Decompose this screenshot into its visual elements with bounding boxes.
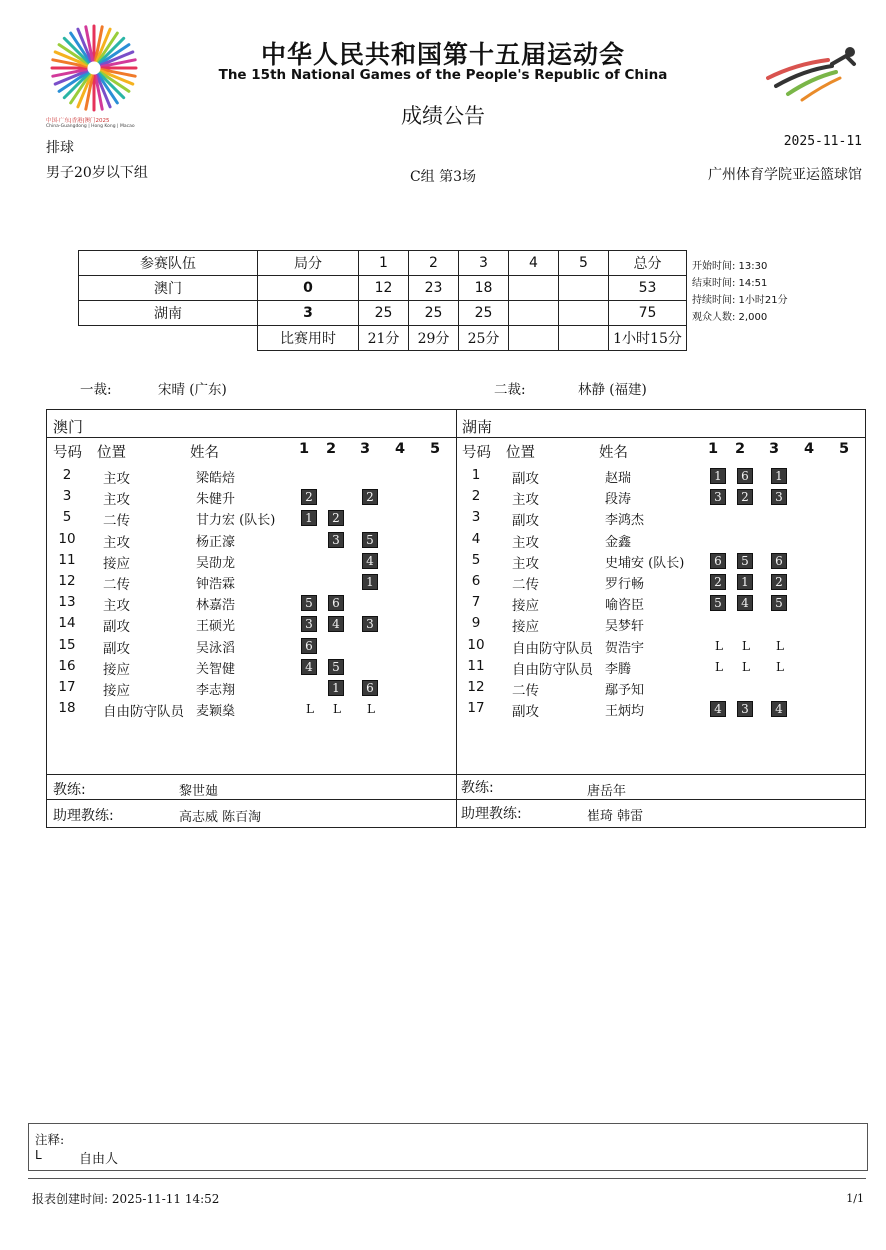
libero-mark: L bbox=[776, 659, 784, 674]
player-number: 12 bbox=[467, 679, 485, 695]
rotation-position-badge: 6 bbox=[710, 553, 726, 569]
player-number: 10 bbox=[58, 530, 76, 547]
coach-divider bbox=[47, 774, 865, 775]
team-b-header-set-2: 2 bbox=[735, 441, 746, 457]
player-number: 6 bbox=[471, 573, 481, 589]
player-name: 赵瑞 bbox=[605, 471, 632, 486]
rotation-position-badge: 6 bbox=[328, 595, 344, 611]
team-b-heading: 湖南 bbox=[462, 418, 493, 436]
libero-mark: L bbox=[776, 638, 784, 653]
player-position: 接应 bbox=[512, 598, 539, 615]
team-a-heading: 澳门 bbox=[53, 418, 84, 436]
player-row bbox=[462, 552, 862, 573]
player-number: 1 bbox=[471, 467, 481, 483]
player-position: 二传 bbox=[103, 513, 130, 530]
player-number: 3 bbox=[62, 488, 72, 505]
team-a-sets: 0 bbox=[258, 276, 359, 301]
header-set-4: 4 bbox=[509, 251, 559, 276]
player-row bbox=[462, 488, 862, 509]
player-row bbox=[462, 573, 862, 594]
assistant-divider bbox=[47, 799, 865, 800]
rotation-position-badge: 5 bbox=[737, 553, 753, 569]
header-total: 总分 bbox=[609, 251, 687, 276]
player-name: 王硕光 bbox=[196, 619, 236, 635]
duration-set-3: 25分 bbox=[459, 326, 509, 351]
team-b-header-set-3: 3 bbox=[769, 441, 780, 457]
notes-label: 注释: bbox=[35, 1132, 65, 1147]
team-a-name: 澳门 bbox=[79, 276, 258, 301]
second-referee: 林静 (福建) bbox=[578, 382, 647, 398]
team-b-header-set-5: 5 bbox=[839, 441, 850, 457]
player-number: 11 bbox=[58, 551, 76, 568]
notes-code: L bbox=[35, 1148, 42, 1162]
team-a-set-4 bbox=[509, 276, 559, 301]
rotation-position-badge: 3 bbox=[771, 489, 787, 505]
player-name: 贺浩宇 bbox=[605, 640, 645, 656]
rotation-position-badge: 6 bbox=[301, 638, 317, 654]
player-number: 7 bbox=[471, 594, 481, 611]
team-a-header-name: 姓名 bbox=[190, 445, 219, 461]
team-b-header-name: 姓名 bbox=[599, 445, 628, 461]
group-match: C组 第3场 bbox=[409, 169, 477, 185]
player-number: 9 bbox=[471, 615, 481, 632]
team-a-coach: 黎世廸 bbox=[179, 784, 219, 799]
player-name: 甘力宏 (队长) bbox=[196, 513, 276, 529]
libero-mark: L bbox=[367, 702, 375, 717]
player-name: 吴劭龙 bbox=[196, 555, 236, 571]
rotation-position-badge: 4 bbox=[328, 616, 344, 632]
player-number: 16 bbox=[58, 657, 76, 674]
player-number: 11 bbox=[467, 657, 485, 674]
rotation-position-badge: 3 bbox=[737, 701, 753, 717]
player-name: 王炳均 bbox=[605, 704, 645, 720]
team-b-set-3: 25 bbox=[459, 301, 509, 326]
notes-box bbox=[28, 1123, 868, 1171]
player-position: 主攻 bbox=[103, 471, 130, 487]
second-referee-label: 二裁: bbox=[494, 382, 526, 398]
player-row bbox=[462, 700, 862, 721]
rotation-position-badge: 6 bbox=[771, 553, 787, 569]
player-position: 二传 bbox=[512, 577, 539, 593]
player-position: 主攻 bbox=[103, 492, 130, 509]
player-number: 2 bbox=[62, 467, 72, 483]
player-position: 接应 bbox=[103, 555, 130, 572]
player-number: 18 bbox=[58, 700, 76, 717]
player-row bbox=[53, 700, 453, 721]
rotation-position-badge: 1 bbox=[737, 574, 753, 590]
player-row bbox=[53, 594, 453, 615]
player-row bbox=[53, 679, 453, 700]
player-position: 自由防守队员 bbox=[512, 640, 593, 657]
player-position: 接应 bbox=[103, 661, 130, 678]
duration-row bbox=[79, 326, 687, 351]
player-name: 林嘉浩 bbox=[196, 598, 236, 614]
first-referee-label: 一裁: bbox=[80, 382, 112, 398]
rotation-position-badge: 5 bbox=[301, 595, 317, 611]
player-row bbox=[53, 637, 453, 658]
score-row-team-a bbox=[79, 276, 687, 301]
team-b-coach: 唐岳年 bbox=[587, 784, 627, 799]
team-b-name: 湖南 bbox=[79, 301, 258, 326]
player-number: 10 bbox=[467, 636, 485, 653]
rotation-position-badge: 5 bbox=[710, 595, 726, 611]
footer-divider bbox=[28, 1178, 866, 1179]
player-name: 杨正濠 bbox=[196, 534, 236, 550]
team-b-set-2: 25 bbox=[409, 301, 459, 326]
player-name: 喻咨臣 bbox=[605, 598, 645, 614]
team-a-assistants: 高志威 陈百淘 bbox=[179, 810, 262, 825]
player-row bbox=[53, 615, 453, 636]
player-row bbox=[53, 552, 453, 573]
rotation-position-badge: 5 bbox=[771, 595, 787, 611]
team-b-assistant-label: 助理教练: bbox=[461, 806, 522, 822]
team-b-set-4 bbox=[509, 301, 559, 326]
player-name: 史埔安 (队长) bbox=[605, 555, 685, 571]
rotation-position-badge: 1 bbox=[771, 468, 787, 484]
games-title-cn: 中华人民共和国第十五届运动会 bbox=[260, 40, 625, 69]
team-a-header-set-3: 3 bbox=[360, 441, 371, 457]
team-a-set-2: 23 bbox=[409, 276, 459, 301]
player-number: 17 bbox=[58, 679, 76, 695]
rotation-position-badge: 1 bbox=[328, 680, 344, 696]
libero-mark: L bbox=[742, 638, 750, 653]
rotation-position-badge: 1 bbox=[710, 468, 726, 484]
player-position: 主攻 bbox=[512, 492, 539, 509]
venue-label: 广州体育学院亚运篮球馆 bbox=[708, 167, 862, 183]
player-row bbox=[53, 531, 453, 552]
score-table bbox=[78, 250, 687, 351]
team-a-header-set-2: 2 bbox=[326, 441, 337, 457]
team-b-set-5 bbox=[559, 301, 609, 326]
player-name: 鄢予知 bbox=[605, 683, 645, 698]
rotation-position-badge: 4 bbox=[301, 659, 317, 675]
rotation-position-badge: 6 bbox=[737, 468, 753, 484]
player-row bbox=[462, 467, 862, 488]
player-position: 副攻 bbox=[103, 619, 130, 636]
player-position: 副攻 bbox=[103, 640, 130, 657]
score-row-team-b bbox=[79, 301, 687, 326]
rotation-position-badge: 5 bbox=[328, 659, 344, 675]
player-number: 2 bbox=[471, 488, 481, 505]
rotation-position-badge: 2 bbox=[771, 574, 787, 590]
team-name-divider bbox=[47, 437, 865, 438]
player-position: 二传 bbox=[103, 577, 130, 593]
rotation-position-badge: 4 bbox=[771, 701, 787, 717]
player-row bbox=[462, 594, 862, 615]
player-name: 吴泳滔 bbox=[196, 640, 236, 656]
rotation-position-badge: 3 bbox=[710, 489, 726, 505]
logo-caption: 中国·广东|香港|澳门2025 bbox=[46, 118, 110, 124]
team-a-set-1: 12 bbox=[359, 276, 409, 301]
player-row bbox=[462, 509, 862, 530]
header-set-3: 3 bbox=[459, 251, 509, 276]
player-position: 副攻 bbox=[512, 513, 539, 530]
libero-mark: L bbox=[715, 638, 723, 653]
player-number: 12 bbox=[58, 573, 76, 589]
player-row bbox=[462, 637, 862, 658]
team-b-set-1: 25 bbox=[359, 301, 409, 326]
player-name: 李鸿杰 bbox=[605, 513, 645, 529]
player-name: 罗行畅 bbox=[605, 577, 645, 592]
team-b-header-set-4: 4 bbox=[804, 441, 815, 457]
player-name: 吴梦轩 bbox=[605, 619, 645, 635]
player-number: 4 bbox=[471, 530, 481, 547]
rotation-position-badge: 2 bbox=[710, 574, 726, 590]
rotation-position-badge: 4 bbox=[710, 701, 726, 717]
player-position: 主攻 bbox=[512, 534, 539, 551]
duration-spacer bbox=[79, 326, 258, 351]
header-set-1: 1 bbox=[359, 251, 409, 276]
team-b-sets: 3 bbox=[258, 301, 359, 326]
duration-set-5 bbox=[559, 326, 609, 351]
player-row bbox=[462, 531, 862, 552]
duration-set-1: 21分 bbox=[359, 326, 409, 351]
team-b-header-number: 号码 bbox=[462, 445, 491, 461]
match-duration: 持续时间: 1小时21分 bbox=[692, 295, 788, 306]
rotation-position-badge: 2 bbox=[737, 489, 753, 505]
sport-label: 排球 bbox=[46, 140, 74, 156]
player-position: 接应 bbox=[512, 619, 539, 636]
player-row bbox=[462, 615, 862, 636]
duration-total: 1小时15分 bbox=[609, 326, 687, 351]
libero-mark: L bbox=[333, 702, 341, 717]
player-position: 副攻 bbox=[512, 704, 539, 721]
player-name: 麦颖燊 bbox=[196, 704, 236, 720]
player-row bbox=[462, 658, 862, 679]
player-row bbox=[53, 658, 453, 679]
first-referee: 宋晴 (广东) bbox=[158, 382, 227, 398]
rotation-position-badge: 3 bbox=[328, 532, 344, 548]
player-number: 3 bbox=[471, 509, 481, 526]
logo-caption-en: China-Guangdong | Hong Kong | Macao bbox=[46, 124, 135, 129]
player-row bbox=[53, 573, 453, 594]
player-position: 自由防守队员 bbox=[512, 661, 593, 678]
player-row bbox=[53, 509, 453, 530]
team-b-header-set-1: 1 bbox=[708, 441, 719, 457]
team-b-header-position: 位置 bbox=[506, 445, 535, 461]
duration-label: 比赛用时 bbox=[258, 326, 359, 351]
player-position: 主攻 bbox=[103, 598, 130, 615]
notes-meaning: 自由人 bbox=[79, 1152, 119, 1167]
player-position: 自由防守队员 bbox=[103, 704, 184, 721]
page-number: 1/1 bbox=[846, 1192, 864, 1205]
team-a-assistant-label: 助理教练: bbox=[53, 808, 114, 824]
player-number: 15 bbox=[58, 636, 76, 653]
player-number: 5 bbox=[62, 509, 72, 526]
rotation-position-badge: 1 bbox=[362, 574, 378, 590]
player-position: 主攻 bbox=[512, 555, 539, 572]
team-a-set-5 bbox=[559, 276, 609, 301]
rotation-position-badge: 4 bbox=[362, 553, 378, 569]
duration-set-4 bbox=[509, 326, 559, 351]
header-set-2: 2 bbox=[409, 251, 459, 276]
report-subtitle: 成绩公告 bbox=[401, 104, 485, 128]
rotation-position-badge: 2 bbox=[301, 489, 317, 505]
player-row bbox=[53, 488, 453, 509]
team-a-coach-label: 教练: bbox=[53, 782, 86, 798]
team-a-header-position: 位置 bbox=[97, 445, 126, 461]
games-title-en: The 15th National Games of the People's Republic of China bbox=[218, 67, 668, 83]
rotation-position-badge: 4 bbox=[737, 595, 753, 611]
player-number: 14 bbox=[58, 615, 76, 632]
rotation-position-badge: 1 bbox=[301, 510, 317, 526]
rotation-position-badge: 3 bbox=[301, 616, 317, 632]
player-number: 5 bbox=[471, 551, 481, 568]
report-created-time: 报表创建时间: 2025-11-11 14:52 bbox=[32, 1192, 220, 1206]
libero-mark: L bbox=[306, 702, 314, 717]
team-a-header-set-4: 4 bbox=[395, 441, 406, 457]
team-b-coach-label: 教练: bbox=[461, 780, 494, 796]
team-a-header-set-1: 1 bbox=[299, 441, 310, 457]
center-divider bbox=[456, 410, 457, 827]
player-name: 段涛 bbox=[605, 492, 632, 508]
player-name: 金鑫 bbox=[605, 534, 632, 550]
player-name: 李志翔 bbox=[196, 683, 236, 698]
player-row bbox=[462, 679, 862, 700]
rotation-position-badge: 3 bbox=[362, 616, 378, 632]
header-sets: 局分 bbox=[258, 251, 359, 276]
duration-set-2: 29分 bbox=[409, 326, 459, 351]
team-a-total: 53 bbox=[609, 276, 687, 301]
player-name: 关智健 bbox=[196, 661, 236, 677]
team-a-set-3: 18 bbox=[459, 276, 509, 301]
lineup-box bbox=[46, 409, 866, 828]
rotation-position-badge: 5 bbox=[362, 532, 378, 548]
player-number: 17 bbox=[467, 700, 485, 717]
rotation-position-badge: 6 bbox=[362, 680, 378, 696]
score-header-row bbox=[79, 251, 687, 276]
player-position: 二传 bbox=[512, 683, 539, 699]
end-time: 结束时间: 14:51 bbox=[692, 278, 768, 289]
spectators: 观众人数: 2,000 bbox=[692, 312, 768, 323]
start-time: 开始时间: 13:30 bbox=[692, 261, 768, 272]
rotation-position-badge: 2 bbox=[362, 489, 378, 505]
header-set-5: 5 bbox=[559, 251, 609, 276]
player-position: 副攻 bbox=[512, 471, 539, 487]
player-position: 主攻 bbox=[103, 534, 130, 551]
player-name: 钟浩霖 bbox=[196, 577, 236, 592]
player-name: 李腾 bbox=[605, 661, 632, 677]
header-team: 参赛队伍 bbox=[79, 251, 258, 276]
player-name: 朱健升 bbox=[196, 492, 236, 508]
player-name: 梁皓焙 bbox=[196, 471, 236, 486]
match-date: 2025-11-11 bbox=[783, 134, 862, 149]
player-number: 13 bbox=[58, 594, 76, 611]
category-label: 男子20岁以下组 bbox=[46, 165, 148, 181]
team-b-total: 75 bbox=[609, 301, 687, 326]
team-b-assistants: 崔琦 韩雷 bbox=[587, 809, 644, 824]
rotation-position-badge: 2 bbox=[328, 510, 344, 526]
team-a-header-number: 号码 bbox=[53, 445, 82, 461]
player-position: 接应 bbox=[103, 683, 130, 699]
libero-mark: L bbox=[742, 659, 750, 674]
team-a-header-set-5: 5 bbox=[430, 441, 441, 457]
player-row bbox=[53, 467, 453, 488]
libero-mark: L bbox=[715, 659, 723, 674]
